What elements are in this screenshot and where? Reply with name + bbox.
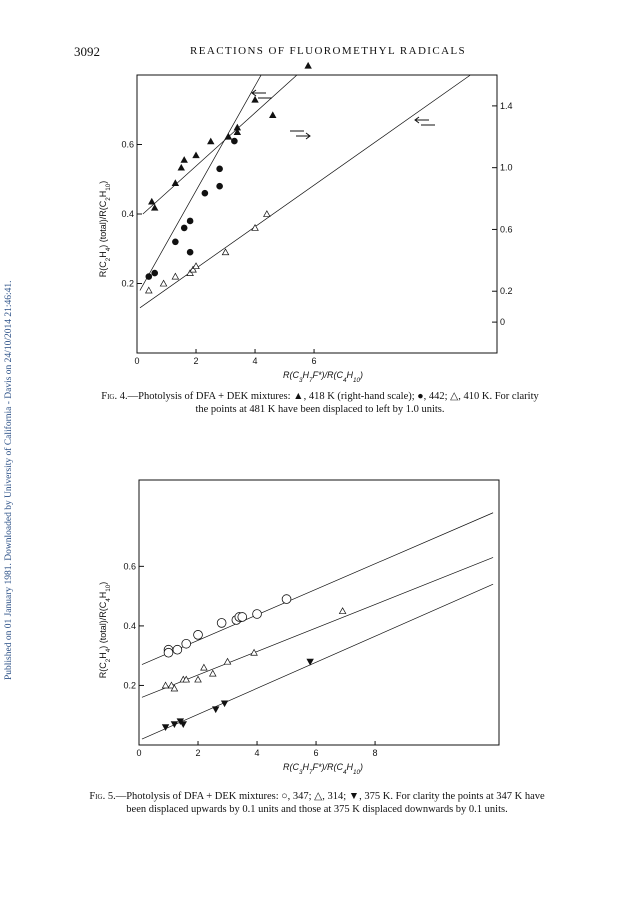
data-point <box>182 639 191 648</box>
plot-frame <box>139 480 499 745</box>
x-axis-label: $R(C_3H_7F*)/R(C_4H_{10})$ <box>282 762 364 776</box>
data-point <box>195 676 201 682</box>
y-axis-label: $R(C_2H_4)$ $(total)/R(C_2H_{10})$ <box>98 180 112 278</box>
y2-tick-label: 1.4 <box>500 100 513 111</box>
y-tick-label: 0.2 <box>121 278 134 289</box>
data-point <box>180 722 186 728</box>
data-point <box>171 722 177 728</box>
data-point <box>213 707 219 713</box>
x-tick-label: 4 <box>252 356 258 366</box>
x-tick-label: 8 <box>372 748 378 758</box>
y-tick-label: 0.4 <box>123 620 136 631</box>
x-axis-label: $R(C_3H_7F*)/R(C_4H_{10})$ <box>282 370 364 384</box>
x-tick-label: 6 <box>313 748 319 758</box>
data-point <box>224 658 230 664</box>
y2-tick-label: 0.2 <box>500 286 513 297</box>
y2-tick-label: 0.6 <box>500 224 513 235</box>
data-point <box>164 648 173 657</box>
data-point <box>173 645 182 654</box>
y-axis-label: $R(C_2H_4)$ $(total)/R(C_4H_{10})$ <box>98 581 112 679</box>
data-point <box>162 682 168 688</box>
series-347-k <box>164 595 291 657</box>
y-tick-label: 0.4 <box>121 209 134 219</box>
data-point <box>253 610 262 619</box>
y-tick-label: 0.6 <box>123 561 136 572</box>
running-head: REACTIONS OF FLUOROMETHYL RADICALS <box>190 45 467 57</box>
figure-4-caption-text: —Photolysis of DFA + DEK mixtures: ▲, 418 K (right-hand scale); ●, 442; △, 410 K. For clarity the points at 481 K have been displaced to left by 1.0 units. <box>127 391 539 415</box>
fit-line <box>142 584 493 739</box>
data-point <box>210 670 216 676</box>
figure-5-caption <box>82 790 552 816</box>
x-tick-label: 4 <box>254 748 260 758</box>
x-tick-label: 2 <box>193 356 199 366</box>
x-tick-label: 6 <box>311 356 317 366</box>
figure-5-caption-text: —Photolysis of DFA + DEK mixtures: ○, 347; △, 314; ▼, 375 K. For clarity the points at 347 K have been displaced upwards by 0.1 units and those at 375 K displaced downwards by 0.1 units. <box>115 791 545 815</box>
data-point <box>201 664 207 670</box>
download-watermark: Published on 01 January 1981. Downloaded by University of California - Davis on 24/10/2014 21:46:41. <box>4 280 14 680</box>
y2-tick-label: 0 <box>500 317 506 328</box>
figure-4-caption-label: Fig. 4. <box>101 391 128 402</box>
y-tick-label: 0.6 <box>121 139 134 150</box>
data-point <box>194 630 203 639</box>
fit-line <box>142 513 493 665</box>
data-point <box>251 649 257 655</box>
x-tick-label: 0 <box>134 356 140 366</box>
data-point <box>238 613 247 622</box>
fit-line <box>142 557 493 697</box>
series-375-k <box>162 659 313 730</box>
y-tick-label: 0.2 <box>123 680 136 691</box>
x-tick-label: 0 <box>136 748 142 758</box>
data-point <box>282 595 291 604</box>
y2-tick-label: 1.0 <box>500 162 513 173</box>
figure-4-caption <box>100 390 540 416</box>
figure-5-caption-label: Fig. 5. <box>89 791 116 802</box>
data-point <box>217 619 226 628</box>
x-tick-label: 2 <box>195 748 201 758</box>
page-number: 3092 <box>74 44 100 59</box>
data-point <box>339 608 345 614</box>
